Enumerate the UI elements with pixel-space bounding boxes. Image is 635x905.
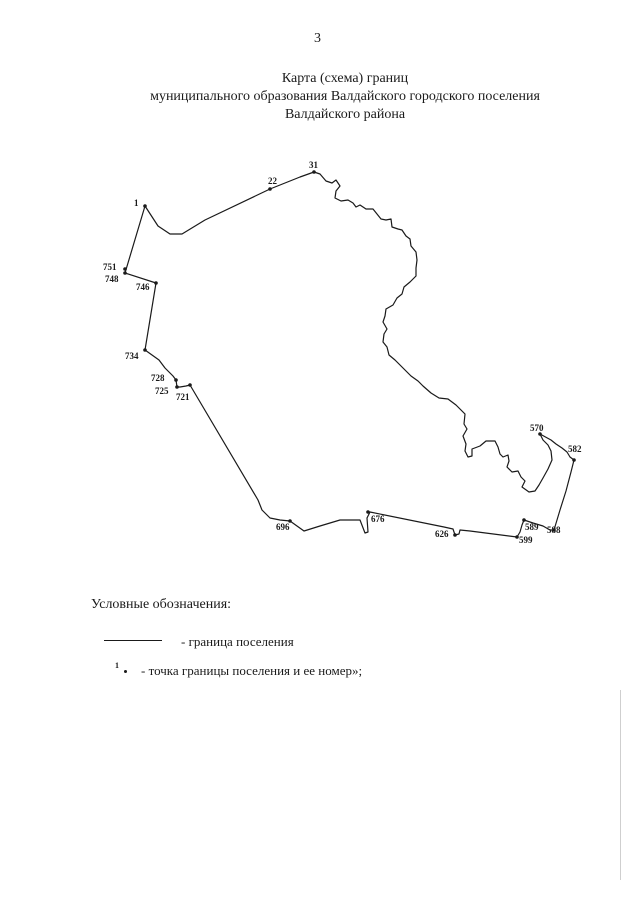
settlement-boundary-line	[125, 172, 574, 537]
title-line-3: Валдайского района	[284, 107, 406, 122]
boundary-point-label-728: 728	[151, 373, 165, 383]
legend-point-sample-number: 1	[115, 661, 119, 670]
legend-heading: Условные обозначения:	[91, 597, 232, 612]
boundary-point-label-570: 570	[530, 423, 544, 433]
boundary-point-label-588: 588	[547, 525, 561, 535]
boundary-point-626	[453, 533, 457, 537]
boundary-point-734	[143, 348, 147, 352]
boundary-point-582	[572, 458, 576, 462]
boundary-point-label-748: 748	[105, 274, 119, 284]
boundary-point-728	[174, 378, 178, 382]
boundary-points-layer	[103, 160, 582, 545]
boundary-point-label-734: 734	[125, 351, 139, 361]
boundary-point-label-31: 31	[309, 160, 318, 170]
boundary-point-label-22: 22	[268, 176, 277, 186]
boundary-point-label-721: 721	[176, 392, 190, 402]
boundary-point-label-746: 746	[136, 282, 150, 292]
boundary-point-label-626: 626	[435, 529, 449, 539]
boundary-point-676	[366, 510, 370, 514]
boundary-point-label-589: 589	[525, 522, 539, 532]
boundary-point-748	[123, 271, 127, 275]
boundary-point-751	[123, 267, 127, 271]
boundary-point-725	[175, 385, 179, 389]
boundary-point-746	[154, 281, 158, 285]
legend-point-sample	[115, 661, 139, 681]
legend-boundary-label: - граница поселения	[181, 634, 294, 649]
title-line-2: муниципального образования Валдайского городского поселения	[150, 89, 540, 104]
boundary-point-label-725: 725	[155, 386, 169, 396]
legend-point-dot-icon	[124, 670, 127, 673]
page-number: 3	[314, 31, 321, 46]
boundary-point-721	[188, 383, 192, 387]
boundary-point-label-582: 582	[568, 444, 582, 454]
boundary-point-label-676: 676	[371, 514, 385, 524]
title-line-1: Карта (схема) границ	[281, 71, 409, 86]
boundary-point-label-599: 599	[519, 535, 533, 545]
boundary-point-label-1: 1	[134, 198, 139, 208]
legend-boundary-line-sample	[104, 640, 162, 641]
boundary-point-1	[143, 204, 147, 208]
legend-point-label: - точка границы поселения и ее номер»;	[141, 663, 363, 678]
page-edge-mark	[620, 690, 621, 880]
boundary-point-22	[268, 187, 272, 191]
boundary-point-31	[312, 170, 316, 174]
boundary-point-label-751: 751	[103, 262, 117, 272]
boundary-point-label-696: 696	[276, 522, 290, 532]
